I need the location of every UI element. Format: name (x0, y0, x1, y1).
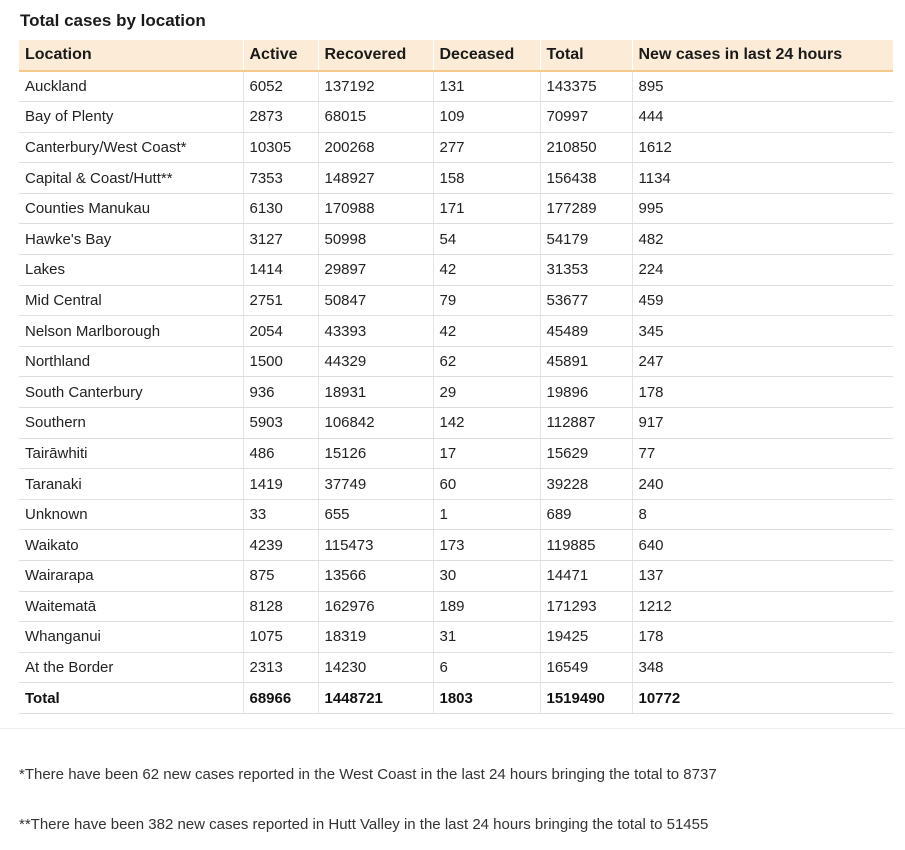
cell-total: 156438 (540, 163, 632, 194)
cell-recovered: 14230 (318, 652, 433, 683)
cell-location: Southern (19, 408, 243, 439)
cell-deceased: 62 (433, 346, 540, 377)
cell-new-cases: 224 (632, 255, 893, 286)
table-row (19, 224, 893, 255)
header-recovered: Recovered (318, 40, 433, 71)
cell-deceased: 189 (433, 591, 540, 622)
cell-location: Bay of Plenty (19, 102, 243, 133)
header-total: Total (540, 40, 632, 71)
cell-new-cases: 178 (632, 377, 893, 408)
cell-active: 6052 (243, 71, 318, 102)
cell-recovered: 15126 (318, 438, 433, 469)
cell-active: 2054 (243, 316, 318, 347)
cell-active: 2313 (243, 652, 318, 683)
cell-location: Counties Manukau (19, 193, 243, 224)
table-row (19, 469, 893, 500)
cell-new-cases: 137 (632, 561, 893, 592)
footnote-west-coast: *There have been 62 new cases reported in the West Coast in the last 24 hours bringing the total to 8737 (19, 766, 717, 783)
table-row (19, 102, 893, 133)
cell-location: Mid Central (19, 285, 243, 316)
cell-new-cases: 444 (632, 102, 893, 133)
cell-recovered: 13566 (318, 561, 433, 592)
table-row (19, 346, 893, 377)
total-active: 68966 (243, 683, 318, 714)
cell-active: 3127 (243, 224, 318, 255)
cell-total: 31353 (540, 255, 632, 286)
table-row (19, 530, 893, 561)
cell-deceased: 1 (433, 499, 540, 530)
cell-location: Nelson Marlborough (19, 316, 243, 347)
cell-deceased: 54 (433, 224, 540, 255)
cell-deceased: 109 (433, 102, 540, 133)
cell-location: Waikato (19, 530, 243, 561)
cell-location: Tairāwhiti (19, 438, 243, 469)
table-header-row (19, 40, 893, 71)
cell-location: Hawke's Bay (19, 224, 243, 255)
table-row (19, 316, 893, 347)
cell-new-cases: 917 (632, 408, 893, 439)
cell-new-cases: 247 (632, 346, 893, 377)
cell-active: 2751 (243, 285, 318, 316)
cell-new-cases: 77 (632, 438, 893, 469)
cell-active: 2873 (243, 102, 318, 133)
cell-deceased: 277 (433, 132, 540, 163)
table-row (19, 561, 893, 592)
header-active: Active (243, 40, 318, 71)
cell-location: Lakes (19, 255, 243, 286)
cell-new-cases: 1134 (632, 163, 893, 194)
cell-location: Auckland (19, 71, 243, 102)
cell-total: 171293 (540, 591, 632, 622)
cell-recovered: 148927 (318, 163, 433, 194)
cell-recovered: 18931 (318, 377, 433, 408)
table-row (19, 438, 893, 469)
cell-deceased: 79 (433, 285, 540, 316)
cell-recovered: 29897 (318, 255, 433, 286)
total-row (19, 683, 893, 714)
table-row (19, 255, 893, 286)
table-row (19, 652, 893, 683)
total-new-cases: 10772 (632, 683, 893, 714)
cell-new-cases: 995 (632, 193, 893, 224)
cell-recovered: 44329 (318, 346, 433, 377)
table-row (19, 132, 893, 163)
cell-active: 6130 (243, 193, 318, 224)
cell-total: 210850 (540, 132, 632, 163)
cell-new-cases: 178 (632, 622, 893, 653)
cell-recovered: 43393 (318, 316, 433, 347)
total-deceased: 1803 (433, 683, 540, 714)
cell-recovered: 655 (318, 499, 433, 530)
cell-deceased: 29 (433, 377, 540, 408)
cell-active: 4239 (243, 530, 318, 561)
cell-deceased: 42 (433, 255, 540, 286)
total-total: 1519490 (540, 683, 632, 714)
cell-deceased: 17 (433, 438, 540, 469)
cell-new-cases: 240 (632, 469, 893, 500)
cell-location: Canterbury/West Coast* (19, 132, 243, 163)
cell-total: 15629 (540, 438, 632, 469)
cell-active: 5903 (243, 408, 318, 439)
cell-recovered: 162976 (318, 591, 433, 622)
cell-total: 112887 (540, 408, 632, 439)
cell-new-cases: 1212 (632, 591, 893, 622)
cell-total: 19425 (540, 622, 632, 653)
cell-location: Waitematā (19, 591, 243, 622)
cell-deceased: 158 (433, 163, 540, 194)
cell-active: 1414 (243, 255, 318, 286)
cell-total: 16549 (540, 652, 632, 683)
header-location: Location (19, 40, 243, 71)
cell-deceased: 171 (433, 193, 540, 224)
table-row (19, 499, 893, 530)
cell-deceased: 173 (433, 530, 540, 561)
cell-location: Unknown (19, 499, 243, 530)
cell-active: 7353 (243, 163, 318, 194)
cell-total: 39228 (540, 469, 632, 500)
cell-location: Capital & Coast/Hutt** (19, 163, 243, 194)
cell-deceased: 131 (433, 71, 540, 102)
table-row (19, 377, 893, 408)
cell-recovered: 37749 (318, 469, 433, 500)
footnote-hutt-valley: **There have been 382 new cases reported in Hutt Valley in the last 24 hours bringing the total to 51455 (19, 816, 709, 833)
cell-new-cases: 459 (632, 285, 893, 316)
cell-location: Whanganui (19, 622, 243, 653)
cell-total: 45489 (540, 316, 632, 347)
cell-total: 689 (540, 499, 632, 530)
cell-total: 45891 (540, 346, 632, 377)
cell-recovered: 115473 (318, 530, 433, 561)
cell-total: 119885 (540, 530, 632, 561)
header-new-cases: New cases in last 24 hours (632, 40, 893, 71)
cell-location: Taranaki (19, 469, 243, 500)
table-row (19, 591, 893, 622)
cell-location: Wairarapa (19, 561, 243, 592)
cell-recovered: 200268 (318, 132, 433, 163)
total-recovered: 1448721 (318, 683, 433, 714)
cell-new-cases: 640 (632, 530, 893, 561)
cell-active: 875 (243, 561, 318, 592)
table-row (19, 622, 893, 653)
cell-active: 1419 (243, 469, 318, 500)
cell-total: 143375 (540, 71, 632, 102)
table-row (19, 408, 893, 439)
table-row (19, 193, 893, 224)
cell-deceased: 42 (433, 316, 540, 347)
table-row (19, 71, 893, 102)
cell-deceased: 60 (433, 469, 540, 500)
cell-active: 1500 (243, 346, 318, 377)
cell-deceased: 31 (433, 622, 540, 653)
cell-location: Northland (19, 346, 243, 377)
cell-recovered: 50998 (318, 224, 433, 255)
cell-new-cases: 895 (632, 71, 893, 102)
table-row (19, 285, 893, 316)
cell-total: 14471 (540, 561, 632, 592)
cell-recovered: 170988 (318, 193, 433, 224)
cell-location: At the Border (19, 652, 243, 683)
cell-new-cases: 348 (632, 652, 893, 683)
cell-new-cases: 482 (632, 224, 893, 255)
cell-recovered: 50847 (318, 285, 433, 316)
cell-active: 33 (243, 499, 318, 530)
cell-active: 1075 (243, 622, 318, 653)
cell-location: South Canterbury (19, 377, 243, 408)
table-row (19, 163, 893, 194)
cases-by-location-table (19, 40, 893, 714)
cell-new-cases: 345 (632, 316, 893, 347)
cell-deceased: 30 (433, 561, 540, 592)
cell-deceased: 142 (433, 408, 540, 439)
cell-total: 70997 (540, 102, 632, 133)
cell-recovered: 106842 (318, 408, 433, 439)
cell-total: 19896 (540, 377, 632, 408)
cell-total: 54179 (540, 224, 632, 255)
cell-active: 10305 (243, 132, 318, 163)
cell-recovered: 18319 (318, 622, 433, 653)
cell-recovered: 137192 (318, 71, 433, 102)
cell-total: 53677 (540, 285, 632, 316)
cell-recovered: 68015 (318, 102, 433, 133)
total-label: Total (19, 683, 243, 714)
cell-new-cases: 8 (632, 499, 893, 530)
cell-new-cases: 1612 (632, 132, 893, 163)
cell-active: 936 (243, 377, 318, 408)
table-title: Total cases by location (20, 11, 206, 30)
cell-deceased: 6 (433, 652, 540, 683)
cell-total: 177289 (540, 193, 632, 224)
cell-active: 8128 (243, 591, 318, 622)
cell-active: 486 (243, 438, 318, 469)
table-body (19, 71, 893, 713)
header-deceased: Deceased (433, 40, 540, 71)
